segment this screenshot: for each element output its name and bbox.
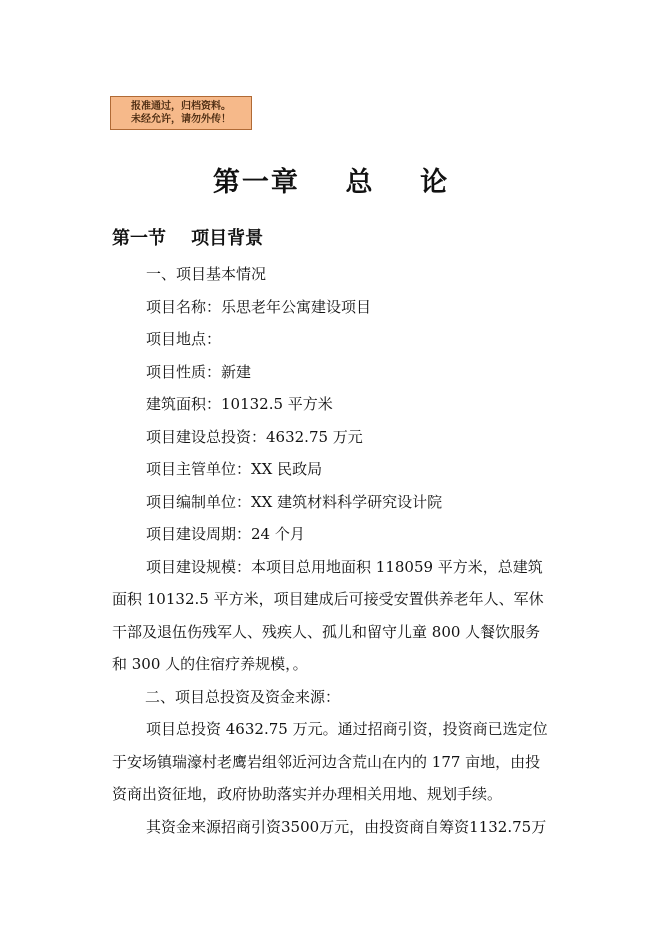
scale-line-4: 和 300 人的住宿疗养规模，。 bbox=[112, 655, 308, 673]
item-total-investment: 项目建设总投资：4632.75 万元 bbox=[146, 428, 363, 446]
item-compiler: 项目编制单位：XX 建筑材料科学研究设计院 bbox=[146, 493, 443, 511]
stamp-line-2: 未经允许，请勿外传！ bbox=[131, 114, 231, 125]
funding-line-1: 其资金来源招商引资3500万元，由投资商自筹资1132.75万 bbox=[146, 818, 547, 836]
scale-line-1: 项目建设规模：本项目总用地面积 118059 平方米，总建筑 bbox=[146, 558, 543, 576]
item-project-location: 项目地点： bbox=[146, 330, 222, 348]
subheading-basic-info: 一、项目基本情况 bbox=[146, 265, 267, 283]
stamp-line-1: 报准通过，归档资料。 bbox=[131, 101, 231, 112]
invest-line-2: 于安场镇瑞濠村老鹰岩组邻近河边含荒山在内的 177 亩地，由投 bbox=[112, 753, 541, 771]
chapter-title: 第一章 总 论 bbox=[212, 167, 450, 198]
item-project-nature: 项目性质：新建 bbox=[146, 363, 252, 381]
section-title: 第一节 项目背景 bbox=[112, 228, 264, 249]
invest-line-1: 项目总投资 4632.75 万元。通过招商引资，投资商已选定位 bbox=[146, 720, 548, 738]
item-project-name: 项目名称：乐思老年公寓建设项目 bbox=[146, 298, 372, 316]
item-building-area: 建筑面积：10132.5 平方米 bbox=[146, 395, 333, 413]
approval-stamp bbox=[110, 96, 252, 130]
invest-line-3: 资商出资征地，政府协助落实并办理相关用地、规划手续。 bbox=[112, 785, 503, 803]
subheading-investment: 二、项目总投资及资金来源： bbox=[145, 688, 341, 706]
scale-line-2: 面积 10132.5 平方米，项目建成后可接受安置供养老年人、军休 bbox=[112, 590, 544, 608]
scale-line-3: 干部及退伍伤残军人、残疾人、孤儿和留守儿童 800 人餐饮服务 bbox=[112, 623, 541, 641]
item-authority: 项目主管单位：XX 民政局 bbox=[146, 460, 323, 478]
item-construction-period: 项目建设周期：24 个月 bbox=[146, 525, 305, 543]
